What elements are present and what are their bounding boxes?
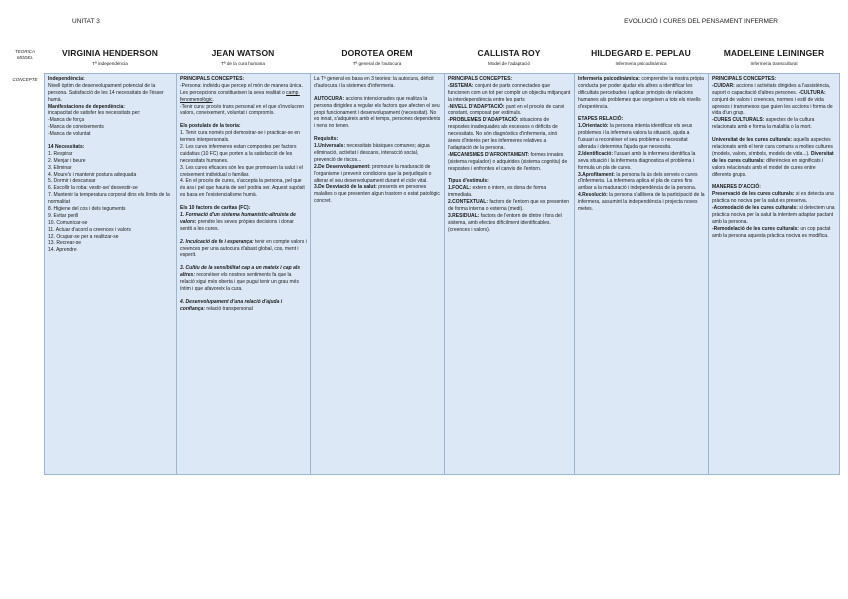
concepts-table (44, 73, 840, 475)
problemes-title: -PROBLEMES D'ADAPTACIÓ: (448, 117, 519, 124)
theory-subtitle: Infermeria transcultural (750, 61, 798, 66)
cultura-text: conjunt de valors i creences, normes i estil de vida apresos i transmesos que guien les accions i forma de vida d'un grup. (712, 89, 835, 117)
cuidar-title: -CUIDAR: (712, 82, 735, 89)
watson-column (177, 74, 311, 474)
theory-henderson-header (44, 48, 176, 66)
diversitat-text: diferències en significats i valors relacionats amb el model de cures entre diferents grups. (712, 157, 825, 178)
theory-watson-header (176, 48, 310, 66)
theory-orem-header (310, 48, 444, 66)
acomodacio-text: si detectem una pràctica nociva per la salut la intentem adaptar pactant amb la persona. (712, 205, 836, 225)
theory-name: DOROTEA OREM (341, 48, 413, 58)
remodelacio-title: -Remodelació de les cures culturals: (712, 225, 799, 232)
principal-concepts-title: PRINCIPALS CONCEPTES: (180, 76, 245, 82)
universals-text: necessitats bàsiques comunes; aigua eliminació, activitat i descans, interacció social, prevenció de riscos... (314, 143, 432, 163)
independence-text: Nivell òptim de desenvolupament potencial de la persona. Satisfacció de les 14 necessitats de l'ésser humà. (48, 82, 166, 103)
persona-end: . (212, 96, 214, 103)
theory-subtitle: Tª general de l'autocura (352, 61, 402, 66)
henderson-column (45, 74, 177, 474)
acomodacio-title: -Acomodació de les cures culturals: (712, 205, 798, 212)
theory-name: HILDEGARD E. PEPLAU (591, 48, 691, 58)
needs-list: 1. Respirar 2. Menjar i beure 3. Eliminar 4. Moure's i mantenir postura adequada 5. Dormir i descansar 6. Escollir la roba: vestir-se/ desvestir-se 7. Mantenir la temperatura corporal dins els límits de la normalitat 8. Higiene del cos i dels teguments 9. Evitar perill 10. Comunicar-se 11. Actuar d'acord a creences i valors 12. Ocupar-se per a realitzar-se 13. Recrear-se 14. Aprendre (48, 150, 170, 254)
unit-label: UNITAT 3 (72, 18, 100, 25)
desenvolupament-title: 2.De Desenvolupament: (314, 163, 371, 170)
factor-text: tenir en compte valors i creences per una autocura d'abast global, cos, ment i esperit. (180, 238, 309, 259)
factor-title: 3. Cultiu de la sensibilitat cap a un mateix i cap als altres: (180, 265, 302, 279)
evolution-title: EVOLUCIÓ I CURES DEL PENSAMENT INFERMER (624, 18, 778, 25)
leininger-column (709, 74, 839, 474)
theory-peplau-header (574, 48, 708, 66)
aprofitament-title: 3.Aprofitament: (578, 171, 615, 178)
resolucio-text: la persona s'allibera de la participació de la infermera, assumint la independència i projecta noves metes. (578, 192, 706, 213)
preservacio-title: Preservació de les cures culturals: (712, 191, 795, 198)
problemes-text: situacions de respostes inadequades als excessos o dèficits de necessitats. No són diagnòstics d'infermeria, sinó àrees d'interès per les infermeres relatives a l'adaptació de la persona. (448, 117, 560, 151)
document-header (0, 18, 848, 30)
diversitat-title: Diversitat de les cures culturals: (712, 150, 836, 164)
independence-title: Independència: (48, 76, 85, 82)
remodelacio-text: un cop pactat amb la persona aquesta pràctica nociva es modifica. (712, 225, 832, 239)
postulats-text: 1. Tenir cura només pot demostrar-se i practicar-se en termes interpersonals. 2. Les cures infermeres estan compostes per factors cuidatius (10 FC) que porten a la satisfacció de les necessitats humanes. 3. Les cures eficaces són les que promouen la salut i el creixement individual o familiar. 4. En el procés de cures, s'accepta la persona, pel que és ara i pel que hauria de ser/ podria ser. Aquest supòsit es basa en l'existencialisme humà. (180, 130, 305, 199)
universalitat-text: aquells aspectes relacionats amb el tenir cura comuns a moltes cultures (models, valors, símbols, models de vida...). (712, 137, 835, 157)
contextual-text: factors de l'entorn que es presenten de forma interna o externa (medi). (448, 199, 571, 213)
cuidar-text: accions i activitats dirigides a l'assistència, suport o capacitació d'altres persones. (712, 82, 832, 96)
orientacio-text: la persona intenta identificar els seus problemes i la infermera valora la situació, ajuda a l'usuari a reconèixer el seu problema o necessitat alterada i determina l'ajuda que necessita. (578, 123, 694, 151)
tenir-cura-text: -Tenir cura: procés trans personal en el que s'involucren valors, coneixement, voluntat i compromís. (180, 103, 306, 117)
contextual-title: 2.CONTEXTUAL: (448, 199, 488, 206)
orem-column (311, 74, 445, 474)
mecanismes-title: -MECANISMES D'AFRONTAMENT: (448, 151, 530, 158)
postulats-title: Els postulats de la teoria: (180, 123, 241, 130)
psicodinamica-title: Infermeria psicodinàmica: (578, 76, 640, 82)
theories-header-row (0, 48, 848, 70)
factor-title: 1. Formació d'un sistema humanístic-altruista de valors: (180, 212, 298, 225)
etapes-title: ETAPES RELACIÓ: (578, 116, 624, 123)
dependence-title: Manifestacions de dependència: (48, 103, 125, 110)
persona-text: -Persona: individu que percep el món de manera única. Les percepcions constitueixen la seva realitat o (180, 82, 305, 96)
needs-title: 14 Necessitats: (48, 144, 85, 151)
identificacio-title: 2.Identificació: (578, 150, 614, 157)
maneres-title: MANERES D'ACCIÓ: (712, 184, 761, 191)
sistema-title: -SISTEMA: (448, 82, 474, 89)
universalitat-title: Universitat de les cures culturals: (712, 137, 793, 144)
cures-culturals-title: -CURES CULTURALS: (712, 117, 765, 124)
factors-title: Els 10 factors de caritas (FC): (180, 205, 251, 212)
cultura-title: -CULTURA: (798, 89, 826, 96)
requisits-title: Requisits: (314, 136, 339, 143)
psicodinamica-text: comprendre la nostra pròpia conducta per poder ajudar els altres a identificar les dificultats percebudes i aplicar principis de relacions humanes als problemes que sorgeixen a tots els nivells d'experiència. (578, 76, 706, 110)
roy-column (445, 74, 575, 474)
principal-concepts-title: PRINCIPALS CONCEPTES: (712, 76, 777, 82)
estimuls-title: Tipus d'estímuls: (448, 178, 489, 185)
peplau-column (575, 74, 709, 474)
theory-subtitle: Model de l'adaptació (488, 61, 530, 66)
nivell-text: punt en el procés de canvi constant, composat per estímuls. (448, 103, 566, 117)
residual-title: 3.RESIDUAL: (448, 212, 480, 219)
theory-subtitle: Tª de la cura humana (221, 61, 265, 66)
orem-intro: La Tª general es basa en 3 teories: la autocura, dèficit d'autocura i la sistemes d'infermeria. (314, 76, 435, 89)
desviacio-text: presents en persones malaltes o que presenten algun trastorn o estat patològic concret. (314, 184, 442, 205)
mecanismes-text: formes innates (sistema regulador) o adquirides (sistema cognitiu) de respostes i enfrontes el canvis de l'entorn. (448, 151, 569, 172)
preservacio-text: si es detecta una pràctica no nociva per la salut es preserva. (712, 191, 836, 205)
factor-text: reconèixer els nostres sentiments fa que la relació sigui més oberta i que pugui tenir un grau més íntim i que afavoreix la cura. (180, 272, 301, 293)
cures-culturals-text: aspectes de la cultura relacionats amb e forma la malaltia o la mort. (712, 117, 816, 131)
theory-name: VIRGINIA HENDERSON (62, 48, 158, 58)
nivell-title: -NIVELL D'ADAPTACIÓ: (448, 103, 505, 110)
concepts-label: CONCEPTE (12, 77, 38, 82)
phenomenological-field: camp fenomenològic (180, 89, 300, 103)
dependence-text: incapacitat de satisfer les necessitats per: -Manca de força -Manca de coneixements -Manca de voluntat (48, 110, 141, 138)
universals-title: 1.Universals: (314, 143, 346, 150)
focal-text: extern o intern, es dona de forma immediata. (448, 185, 548, 199)
theory-leininger-header (708, 48, 840, 66)
theory-roy-header (444, 48, 574, 66)
focal-title: 1.FOCAL: (448, 185, 472, 192)
residual-text: factors de l'entorn de dintre i fora del sistema, amb efectes difícilment identificables. (creences i valors). (448, 212, 564, 233)
theory-subtitle: Tª independència (92, 61, 128, 66)
theory-name: MADELEINE LEININGER (723, 48, 825, 58)
desenvolupament-text: promoure la maduració de l'organisme i prevenir condicions que la perjudiquin o alterar el seu desenvolupament durant el cicle vital. (314, 163, 433, 184)
theory-model-label: TEORICA MODEL (14, 49, 35, 60)
theory-name: JEAN WATSON (211, 48, 275, 58)
aprofitament-text: la persona fa ús dels serveis o cures d'infermeria. La infermera aplica el pla de cures fins arribar a la maduració i independència de la persona. (578, 171, 699, 192)
principal-concepts-title: PRINCIPALS CONCEPTES: (448, 76, 513, 82)
sistema-text: conjunt de parts connectades que funcionen com un tot per complir un objectiu mitjançant la interdependència entre les parts (448, 82, 572, 103)
orientacio-title: 1.Orientació: (578, 123, 609, 130)
theory-subtitle: Infermeria psicodinàmica (615, 61, 667, 66)
desviacio-title: 3.De Desviació de la salut: (314, 184, 377, 191)
factor-title: 4. Desenvolupament d'una relació d'ajuda i confiança: (180, 298, 284, 312)
factor-text: prendre les seves pròpies decisions i donar sentit a les cures. (180, 218, 296, 232)
resolucio-title: 4.Resolució: (578, 192, 608, 199)
factor-text: relació transpersonal (205, 305, 253, 312)
theory-name: CALLISTA ROY (477, 48, 541, 58)
factor-title: 2. Inculcació de fe i esperança: (180, 238, 254, 245)
autocura-text: accions intencionades que realitza la persona dirigides a regular els factors que afecten el seu propi funcionament i desenvolupament (necessitat). No es innat, s'adquireix amb el temps, persones dependents i nens no tenen. (314, 95, 442, 130)
autocura-title: AUTOCURA: (314, 95, 345, 102)
identificacio-text: l'usuari amb la infermera identifica la seva situació i la infermera diagnostica el problema i formula un pla de cures. (578, 150, 697, 171)
